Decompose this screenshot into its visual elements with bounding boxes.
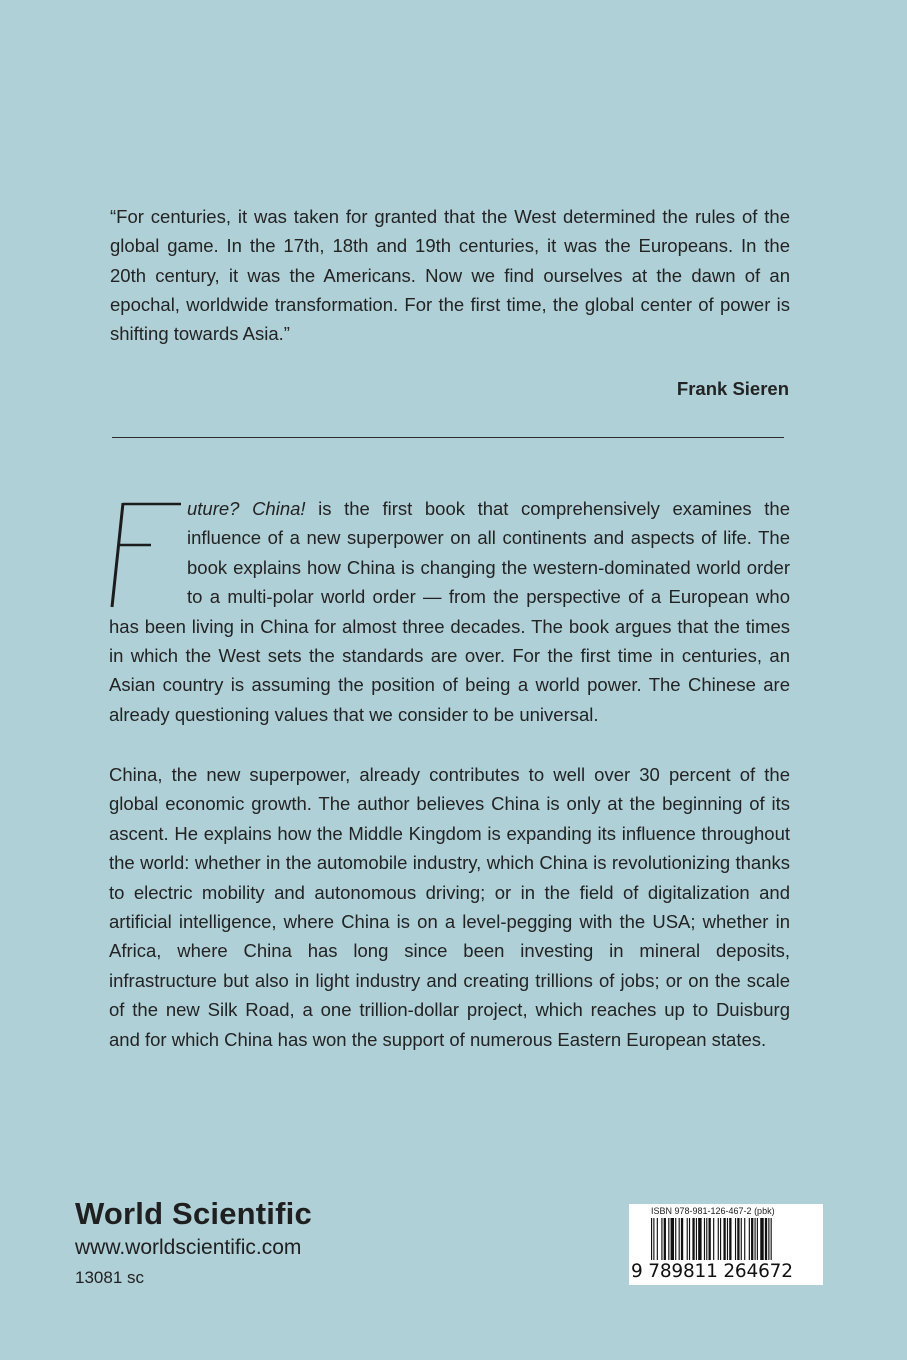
divider-line bbox=[112, 437, 784, 438]
barcode-bar bbox=[765, 1218, 767, 1260]
description-paragraph-2: China, the new superpower, already contributes to well over 30 percent of the global economic growth. The author believes China is only at the beginning of its ascent. He explains how the Middle Kingdom is expanding its influence throughout the world: whether in the automobile industry, which China is revolutionizing thanks to electric mobility and autonomous driving; or in the field of digitalization and artificial intelligence, where China is on a level-pegging with the USA; whether in Africa, where China has long since been investing in mineral deposits, infrastructure but also in light industry and creating trillions of jobs; or on the scale of the new Silk Road, a one trillion-dollar project, which reaches up to Duisburg and for which China has won the support of numerous Eastern European states. bbox=[109, 764, 790, 1050]
barcode-bar bbox=[681, 1218, 683, 1260]
barcode-bar bbox=[653, 1218, 654, 1260]
dropcap-letter bbox=[109, 499, 185, 609]
barcode-bar bbox=[657, 1218, 658, 1260]
barcode-bar bbox=[661, 1218, 662, 1260]
barcode-bar bbox=[668, 1218, 669, 1260]
barcode-bar bbox=[698, 1218, 701, 1260]
description-paragraph-1 bbox=[109, 494, 790, 729]
quote-author: Frank Sieren bbox=[676, 378, 789, 399]
barcode-digits: 9 789811 264672 bbox=[631, 1261, 793, 1282]
barcode-bar bbox=[718, 1218, 719, 1260]
barcode-bar bbox=[723, 1218, 725, 1260]
barcode-bar bbox=[679, 1218, 680, 1260]
barcode-bar bbox=[741, 1218, 742, 1260]
barcode-bar bbox=[737, 1218, 739, 1260]
barcode-bar bbox=[755, 1218, 756, 1260]
barcode-bars bbox=[629, 1218, 823, 1262]
isbn-barcode bbox=[629, 1204, 823, 1285]
barcode-bar bbox=[720, 1218, 721, 1260]
publisher-url: www.worldscientific.com bbox=[75, 1236, 302, 1259]
barcode-bar bbox=[744, 1218, 745, 1260]
barcode-bar bbox=[727, 1218, 728, 1260]
barcode-bar bbox=[689, 1218, 690, 1260]
barcode-bar bbox=[675, 1218, 676, 1260]
barcode-bar bbox=[692, 1218, 694, 1260]
barcode-bar bbox=[651, 1218, 652, 1260]
barcode-bar bbox=[729, 1218, 731, 1260]
barcode-bar bbox=[696, 1218, 697, 1260]
description-text-1: is the first book that comprehensively examines the influence of a new superpower on all continents and aspects of life. The book explains how China is changing the western-dominated world order to a multi-polar world order — from the perspective of a European who has been living in China for almost three decades. The book argues that the times in which the West sets the standards are over. For the first time in centuries, an Asian country is assuming the position of being a world power. The Chinese are already questioning values that we consider to be universal. bbox=[109, 498, 790, 725]
barcode-bar bbox=[771, 1218, 772, 1260]
barcode-bar bbox=[751, 1218, 753, 1260]
back-cover-quote: “For centuries, it was taken for granted that the West determined the rules of the global game. In the 17th, 18th and 19th centuries, it was the Europeans. In the 20th century, it was the Americans. Now we find ourselves at the dawn of an epochal, worldwide transformation. For the first time, the global center of power is shifting towards Asia.” bbox=[110, 206, 790, 345]
barcode-bar bbox=[760, 1218, 763, 1260]
publisher-code: 13081 sc bbox=[75, 1268, 144, 1287]
barcode-bar bbox=[757, 1218, 758, 1260]
barcode-bar bbox=[768, 1218, 769, 1260]
publisher-name: World Scientific bbox=[75, 1196, 312, 1231]
barcode-bar bbox=[664, 1218, 666, 1260]
barcode-bar bbox=[735, 1218, 736, 1260]
barcode-bar bbox=[709, 1218, 711, 1260]
barcode-bar bbox=[704, 1218, 705, 1260]
barcode-bar bbox=[706, 1218, 707, 1260]
barcode-bar bbox=[749, 1218, 750, 1260]
book-title: uture? China! bbox=[187, 498, 306, 519]
barcode-bar bbox=[687, 1218, 688, 1260]
barcode-bar bbox=[671, 1218, 674, 1260]
isbn-label: ISBN 978-981-126-467-2 (pbk) bbox=[651, 1206, 775, 1216]
barcode-bar bbox=[713, 1218, 714, 1260]
